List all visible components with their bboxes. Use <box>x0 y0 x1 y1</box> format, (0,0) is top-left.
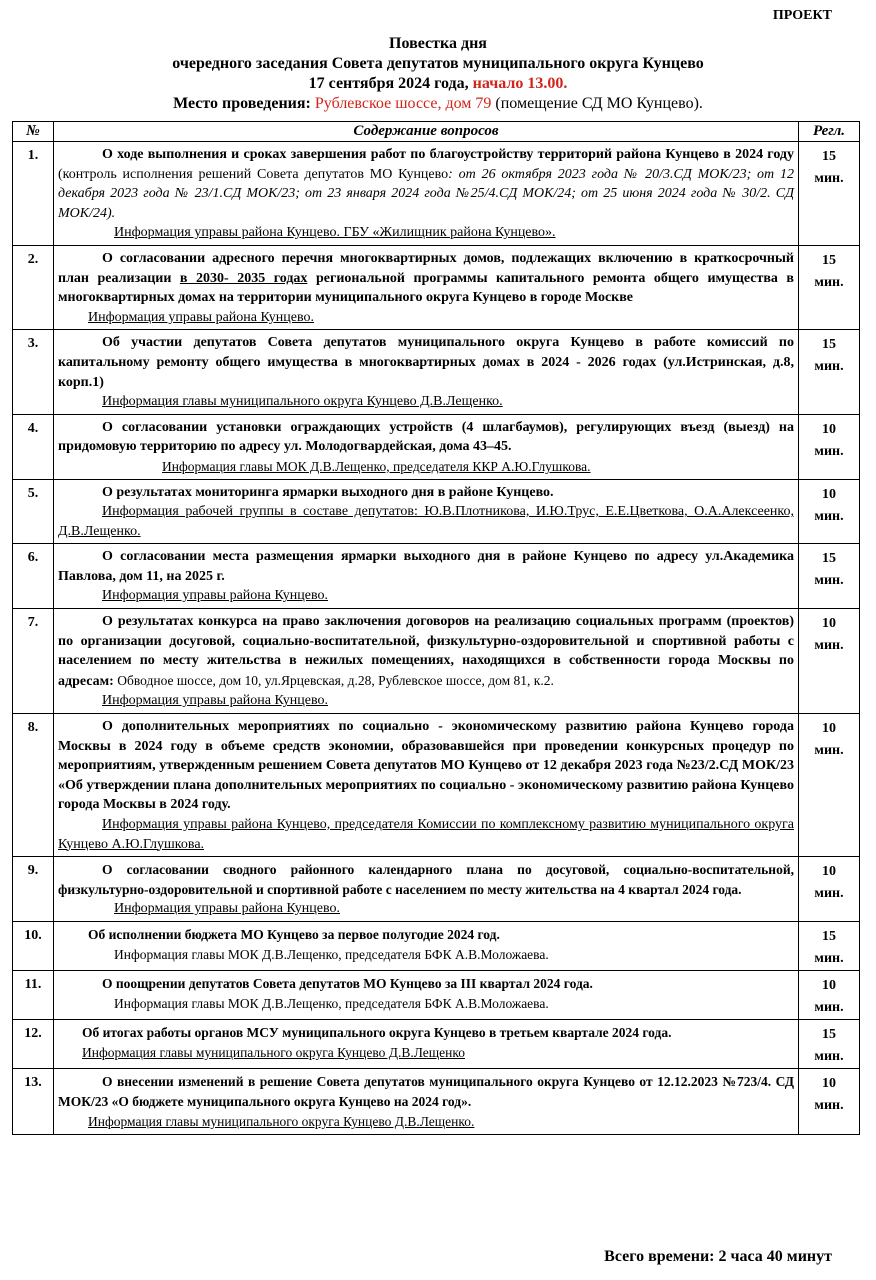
item-title: О результатах мониторинга ярмарки выходного дня в районе Кунцево. <box>102 484 554 500</box>
agenda-row-5 <box>13 479 860 544</box>
item-title: О поощрении депутатов Совета депутатов МО Кунцево за III квартал 2024 года. <box>102 975 593 991</box>
item-title: О дополнительных мероприятиях по социально - экономическому развитию района Кунцево города Москвы в 2024 году в объеме средств экономии, образовавшейся при проведении конкурсных процедур по мероприятиям, утвержденным решением Совета депутатов МО Кунцево от 12 декабря 2023 года №23/2.СД МОК/23 «Об утверждении плана дополнительных мероприятиях по социально - экономическому развитию района Кунцево города Москвы в 2024 году. <box>58 719 794 813</box>
agenda-row-13 <box>13 1068 860 1134</box>
item-info: Информация управы района Кунцево. <box>114 901 340 917</box>
item-number: 1. <box>13 142 54 246</box>
item-reglament: 15 мин. <box>799 245 860 329</box>
item-info: Информация главы муниципального округа Кунцево Д.В.Лещенко. <box>88 1113 475 1129</box>
item-reglament: 10 мин. <box>799 970 860 1019</box>
agenda-row-4 <box>13 414 860 479</box>
project-stamp: ПРОЕКТ <box>772 8 832 23</box>
agenda-row-9 <box>13 857 860 922</box>
header-date-line <box>0 74 876 94</box>
item-number: 12. <box>13 1019 54 1068</box>
item-number: 13. <box>13 1068 54 1134</box>
item-reglament: 15 мин. <box>799 544 860 609</box>
item-content <box>54 857 799 922</box>
column-header-content: Содержание вопросов <box>54 122 799 142</box>
item-title: О результатах конкурса на право заключения договоров на реализацию социальных программ (проектов) по организации досуговой, социально-воспитательной, физкультурно-оздоровительной и спортивной работы с населением по месту жительства в нежилых помещениях, находящихся в собственности города Москвы по адресам: Обводное шоссе, дом 10, ул.Ярцевская, д.28, Рублевское шоссе, дом 81, к.2. <box>58 614 794 689</box>
item-content <box>54 414 799 479</box>
item-content <box>54 142 799 246</box>
item-number: 11. <box>13 970 54 1019</box>
item-title: О согласовании установки ограждающих устройств (4 шлагбаумов), регулирующих въезд (выезд) на придомовую территорию по адресу ул. Молодогвардейская, дома 43–45. <box>58 419 794 455</box>
header-subtitle: очередного заседания Совета депутатов муниципального округа Кунцево <box>172 55 704 72</box>
agenda-row-10 <box>13 921 860 970</box>
item-reglament: 10 мин. <box>799 414 860 479</box>
agenda-row-6 <box>13 544 860 609</box>
item-content <box>54 609 799 714</box>
agenda-row-2 <box>13 245 860 329</box>
item-title: Об исполнении бюджета МО Кунцево за первое полугодие 2024 год. <box>88 926 500 942</box>
agenda-row-12 <box>13 1019 860 1068</box>
item-title: О внесении изменений в решение Совета депутатов муниципального округа Кунцево от 12.12.2023 №723/4. СД МОК/23 «О бюджете муниципального округа Кунцево на 2024 год». <box>58 1073 794 1109</box>
item-info: Информация главы МОК Д.В.Лещенко, председателя БФК А.В.Моложаева. <box>114 946 549 962</box>
agenda-table <box>12 121 860 1135</box>
item-content <box>54 1068 799 1134</box>
item-reglament: 10 мин. <box>799 609 860 714</box>
item-number: 8. <box>13 714 54 857</box>
item-number: 4. <box>13 414 54 479</box>
header-place-label: Место проведения: <box>173 95 311 112</box>
item-reglament: 10 мин. <box>799 479 860 544</box>
column-header-num: № <box>13 122 54 142</box>
agenda-row-8 <box>13 714 860 857</box>
item-title: О ходе выполнения и сроках завершения работ по благоустройству территорий района Кунцево в 2024 году (контроль исполнения решений Совета депутатов МО Кунцево: от 26 октября 2023 года № 20/3.СД МОК/23; от 12 декабря 2023 года № 23/1.СД МОК/23; от 23 января 2024 года №25/4.СД МОК/24; от 25 июня 2024 года № 30/2. СД МОК/24). <box>58 147 794 221</box>
header-place-line <box>0 94 876 114</box>
header-place-value: Рублевское шоссе, дом 79 <box>314 95 492 112</box>
item-title: Об итогах работы органов МСУ муниципального округа Кунцево в третьем квартале 2024 года. <box>82 1024 672 1040</box>
item-content <box>54 970 799 1019</box>
header-start-time: начало 13.00. <box>472 75 568 92</box>
item-content <box>54 714 799 857</box>
item-number: 9. <box>13 857 54 922</box>
item-content <box>54 1019 799 1068</box>
item-number: 3. <box>13 330 54 414</box>
item-number: 5. <box>13 479 54 544</box>
item-title: Об участии депутатов Совета депутатов муниципального округа Кунцево в работе комиссий по капитальному ремонту общего имущества в многоквартирных домах в 2024 - 2026 годах (ул.Истринская, д.8, корп.1) <box>58 335 794 390</box>
item-reglament: 10 мин. <box>799 1068 860 1134</box>
item-content <box>54 544 799 609</box>
item-reglament: 15 мин. <box>799 330 860 414</box>
item-number: 10. <box>13 921 54 970</box>
item-content <box>54 921 799 970</box>
item-info: Информация главы муниципального округа Кунцево Д.В.Лещенко. <box>102 394 503 410</box>
item-content <box>54 330 799 414</box>
item-reglament: 10 мин. <box>799 857 860 922</box>
item-reglament: 15 мин. <box>799 142 860 246</box>
item-info: Информация управы района Кунцево. <box>102 588 328 604</box>
agenda-header <box>0 34 876 114</box>
item-info: Информация главы МОК Д.В.Лещенко, председателя ККР А.Ю.Глушкова. <box>162 458 591 474</box>
item-reglament: 15 мин. <box>799 921 860 970</box>
table-header-row <box>13 122 860 142</box>
agenda-row-11 <box>13 970 860 1019</box>
header-date: 17 сентября 2024 года, <box>308 75 469 92</box>
item-number: 2. <box>13 245 54 329</box>
item-content <box>54 245 799 329</box>
item-content <box>54 479 799 544</box>
item-title: О согласовании сводного районного календарного плана по досуговой, социально-воспитательной, физкультурно-оздоровительной и спортивной работе с населением по месту жительства на 4 квартал 2024 года. <box>58 862 794 897</box>
item-info: Информация управы района Кунцево, председателя Комиссии по комплексному развитию муниципального округа Кунцево А.Ю.Глушкова. <box>58 817 794 852</box>
item-number: 6. <box>13 544 54 609</box>
item-number: 7. <box>13 609 54 714</box>
item-info: Информация управы района Кунцево. ГБУ «Жилищник района Кунцево». <box>114 225 556 241</box>
total-time: Всего времени: 2 часа 40 минут <box>604 1248 832 1265</box>
agenda-row-3 <box>13 330 860 414</box>
header-title: Повестка дня <box>389 35 487 52</box>
item-info: Информация управы района Кунцево. <box>102 693 328 709</box>
column-header-reg: Регл. <box>799 122 860 142</box>
item-info: Информация управы района Кунцево. <box>88 309 314 325</box>
header-place-rest: (помещение СД МО Кунцево). <box>495 95 703 112</box>
item-info: Информация главы муниципального округа Кунцево Д.В.Лещенко <box>82 1044 465 1060</box>
item-title: О согласовании места размещения ярмарки выходного дня в районе Кунцево по адресу ул.Академика Павлова, дом 11, на 2025 г. <box>58 549 794 584</box>
item-info: Информация рабочей группы в составе депутатов: Ю.В.Плотникова, И.Ю.Трус, Е.Е.Цветкова, О.А.Алексеенко, Д.В.Лещенко. <box>58 504 794 539</box>
item-info: Информация главы МОК Д.В.Лещенко, председателя БФК А.В.Моложаева. <box>114 995 549 1011</box>
item-reglament: 10 мин. <box>799 714 860 857</box>
agenda-row-7 <box>13 609 860 714</box>
item-title: О согласовании адресного перечня многоквартирных домов, подлежащих включению в краткосрочный план реализации в 2030- 2035 годах региональной программы капитального ремонта общего имущества в многоквартирных домах на территории муниципального округа Кунцево в городе Москве <box>58 250 794 306</box>
item-reglament: 15 мин. <box>799 1019 860 1068</box>
agenda-row-1 <box>13 142 860 246</box>
